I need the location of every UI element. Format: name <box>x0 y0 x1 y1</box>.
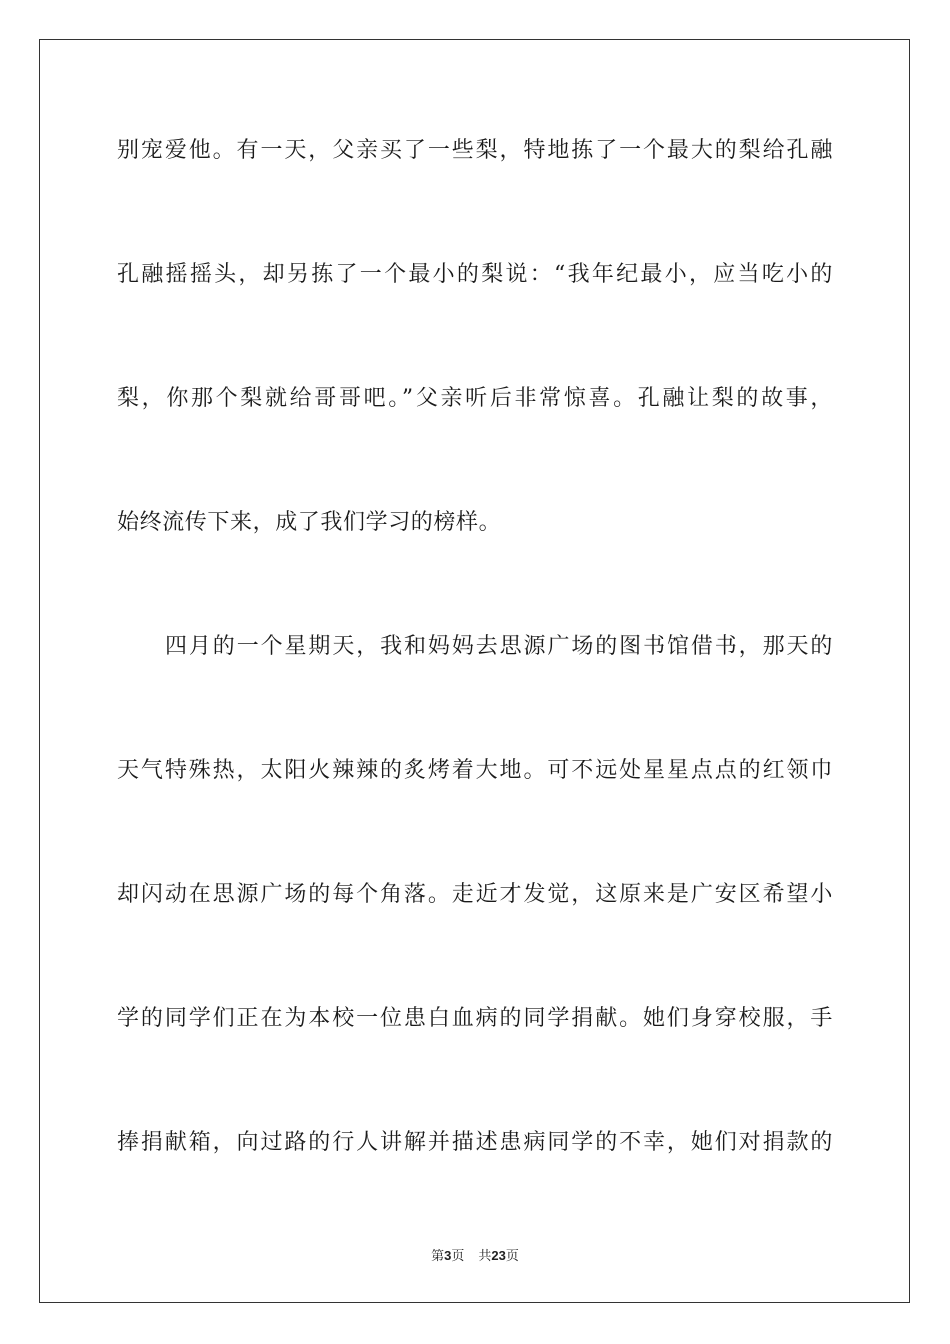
text-line-1: 别宠爱他。有一天，父亲买了一些梨，特地拣了一个最大的梨给孔融 <box>117 138 833 163</box>
text-line-7: 却闪动在思源广场的每个角落。走近才发觉，这原来是广安区希望小 <box>117 882 833 907</box>
page-footer <box>0 1247 950 1266</box>
text-line-2: 孔融摇摇头，却另拣了一个最小的梨说：“我年纪最小，应当吃小的 <box>117 262 833 287</box>
text-line-3: 梨，你那个梨就给哥哥吧。”父亲听后非常惊喜。孔融让梨的故事， <box>117 386 833 411</box>
text-line-9: 捧捐献箱，向过路的行人讲解并描述患病同学的不幸，她们对捐款的 <box>117 1130 833 1155</box>
text-line-8: 学的同学们正在为本校一位患白血病的同学捐献。她们身穿校服，手 <box>117 1006 833 1031</box>
text-line-4: 始终流传下来，成了我们学习的榜样。 <box>117 510 502 535</box>
text-line-5-paragraph-start: 四月的一个星期天，我和妈妈去思源广场的图书馆借书，那天的 <box>165 634 833 659</box>
page-border <box>39 39 910 1303</box>
footer-total-prefix: 共 <box>478 1249 492 1264</box>
footer-total-suffix: 页 <box>505 1249 519 1264</box>
footer-total-pages: 23 <box>491 1248 506 1263</box>
footer-page-number: 3 <box>444 1248 452 1263</box>
footer-page-prefix: 第 <box>431 1249 445 1264</box>
text-line-6: 天气特殊热，太阳火辣辣的炙烤着大地。可不远处星星点点的红领巾 <box>117 758 833 783</box>
footer-page-suffix: 页 <box>451 1249 465 1264</box>
